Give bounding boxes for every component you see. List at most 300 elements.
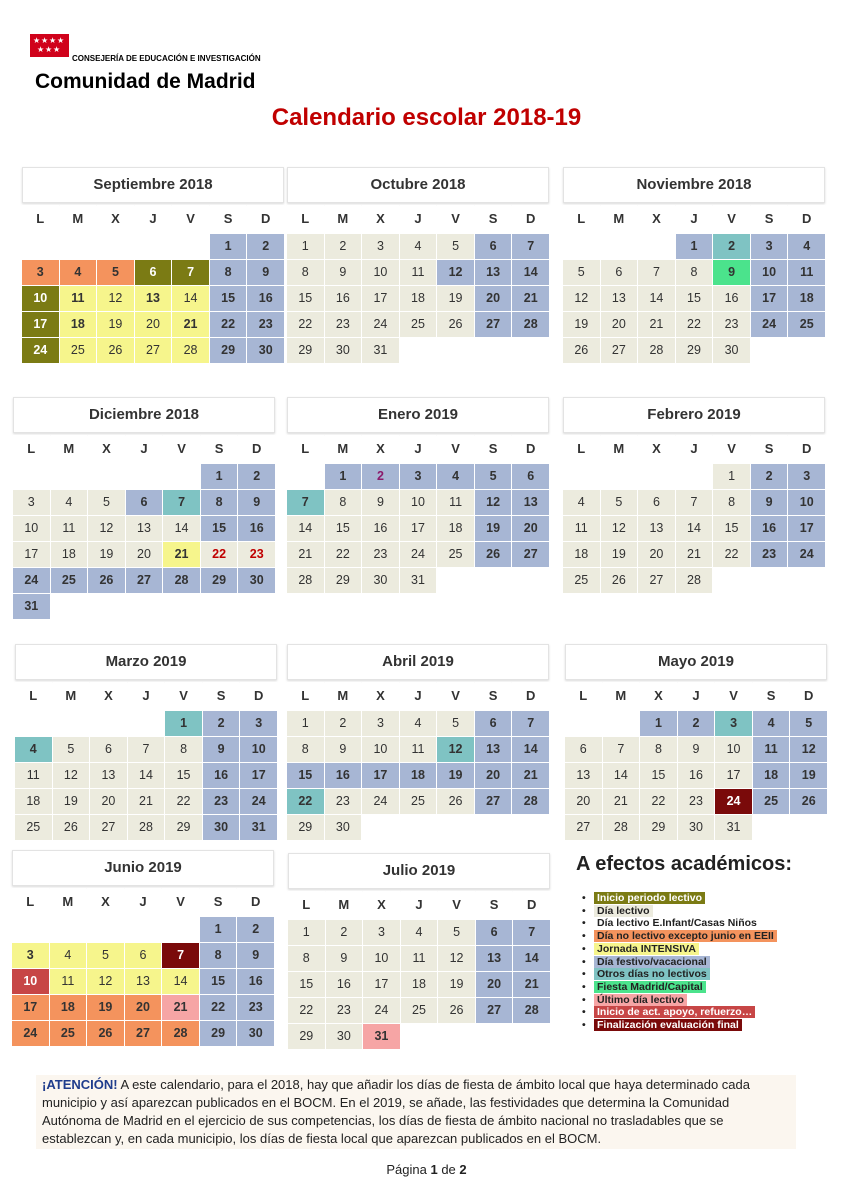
day-cell: 20 bbox=[512, 516, 549, 541]
day-cell: 5 bbox=[97, 260, 134, 285]
day-cell: 27 bbox=[476, 998, 513, 1023]
day-cell: 19 bbox=[563, 312, 600, 337]
day-cell: 6 bbox=[475, 711, 512, 736]
day-cell: 13 bbox=[135, 286, 172, 311]
weekday-header: L bbox=[13, 435, 50, 463]
day-cell: 7 bbox=[287, 490, 324, 515]
day-cell: 20 bbox=[565, 789, 602, 814]
month-grid bbox=[13, 435, 275, 619]
day-cell: 4 bbox=[437, 464, 474, 489]
day-cell: 18 bbox=[400, 286, 437, 311]
day-cell: 1 bbox=[640, 711, 677, 736]
month-calendar bbox=[563, 397, 825, 593]
month-title: Mayo 2019 bbox=[565, 644, 827, 680]
legend-label: Finalización evaluación final bbox=[594, 1019, 742, 1031]
month-title: Enero 2019 bbox=[287, 397, 549, 433]
day-cell: 16 bbox=[203, 763, 240, 788]
day-cell: 21 bbox=[513, 972, 550, 997]
month-calendar bbox=[287, 644, 549, 840]
weekday-header: X bbox=[638, 205, 675, 233]
day-cell: 22 bbox=[325, 542, 362, 567]
weekday-header: M bbox=[601, 435, 638, 463]
weekday-header: D bbox=[238, 435, 275, 463]
weekday-header: M bbox=[51, 435, 88, 463]
day-cell: 30 bbox=[713, 338, 750, 363]
day-cell: 4 bbox=[563, 490, 600, 515]
day-cell: 17 bbox=[400, 516, 437, 541]
weekday-header: J bbox=[676, 435, 713, 463]
weekday-header: D bbox=[790, 682, 827, 710]
day-cell: 21 bbox=[128, 789, 165, 814]
weekday-header: J bbox=[676, 205, 713, 233]
day-cell: 23 bbox=[678, 789, 715, 814]
day-cell: 7 bbox=[603, 737, 640, 762]
day-cell: 5 bbox=[88, 490, 125, 515]
legend-label: Fiesta Madrid/Capital bbox=[594, 981, 706, 993]
day-cell: 26 bbox=[438, 998, 475, 1023]
day-cell: 4 bbox=[15, 737, 52, 762]
day-cell: 27 bbox=[638, 568, 675, 593]
day-cell: 5 bbox=[475, 464, 512, 489]
weekday-header: J bbox=[678, 682, 715, 710]
day-cell: 25 bbox=[400, 312, 437, 337]
day-cell: 10 bbox=[751, 260, 788, 285]
day-cell: 22 bbox=[287, 789, 324, 814]
day-cell: 5 bbox=[53, 737, 90, 762]
day-cell: 19 bbox=[97, 312, 134, 337]
day-cell: 25 bbox=[51, 568, 88, 593]
day-cell: 28 bbox=[287, 568, 324, 593]
day-cell: 20 bbox=[90, 789, 127, 814]
day-cell: 12 bbox=[97, 286, 134, 311]
legend-item bbox=[582, 905, 777, 918]
day-cell: 29 bbox=[640, 815, 677, 840]
weekday-header: L bbox=[15, 682, 52, 710]
day-cell: 18 bbox=[437, 516, 474, 541]
month-title: Marzo 2019 bbox=[15, 644, 277, 680]
day-cell: 27 bbox=[601, 338, 638, 363]
day-cell: 9 bbox=[325, 737, 362, 762]
day-cell: 25 bbox=[788, 312, 825, 337]
day-cell: 9 bbox=[247, 260, 284, 285]
day-cell: 13 bbox=[601, 286, 638, 311]
day-cell: 18 bbox=[563, 542, 600, 567]
day-cell: 28 bbox=[172, 338, 209, 363]
weekday-header: X bbox=[362, 682, 399, 710]
day-cell: 26 bbox=[475, 542, 512, 567]
month-calendar bbox=[12, 850, 274, 1046]
day-cell: 16 bbox=[326, 972, 363, 997]
empty-cell bbox=[676, 464, 713, 489]
day-cell: 8 bbox=[165, 737, 202, 762]
day-cell: 18 bbox=[50, 995, 87, 1020]
day-cell: 26 bbox=[437, 312, 474, 337]
month-grid bbox=[22, 205, 284, 363]
day-cell: 8 bbox=[200, 943, 237, 968]
day-cell: 28 bbox=[162, 1021, 199, 1046]
day-cell: 28 bbox=[603, 815, 640, 840]
day-cell: 14 bbox=[603, 763, 640, 788]
weekday-header: D bbox=[240, 682, 277, 710]
day-cell: 30 bbox=[203, 815, 240, 840]
day-cell: 10 bbox=[400, 490, 437, 515]
day-cell: 27 bbox=[135, 338, 172, 363]
empty-cell bbox=[162, 917, 199, 942]
weekday-header: L bbox=[12, 888, 49, 916]
weekday-header: M bbox=[601, 205, 638, 233]
day-cell: 4 bbox=[401, 920, 438, 945]
day-cell: 10 bbox=[715, 737, 752, 762]
day-cell: 19 bbox=[475, 516, 512, 541]
day-cell: 29 bbox=[325, 568, 362, 593]
day-cell: 2 bbox=[203, 711, 240, 736]
day-cell: 22 bbox=[201, 542, 238, 567]
day-cell: 16 bbox=[678, 763, 715, 788]
empty-cell bbox=[287, 464, 324, 489]
page-total: 2 bbox=[459, 1162, 467, 1177]
day-cell: 1 bbox=[201, 464, 238, 489]
day-cell: 10 bbox=[362, 260, 399, 285]
day-cell: 23 bbox=[237, 995, 274, 1020]
day-cell: 28 bbox=[512, 789, 549, 814]
legend-item bbox=[582, 943, 777, 956]
day-cell: 14 bbox=[638, 286, 675, 311]
day-cell: 27 bbox=[126, 568, 163, 593]
day-cell: 25 bbox=[401, 998, 438, 1023]
weekday-header: S bbox=[751, 205, 788, 233]
day-cell: 1 bbox=[325, 464, 362, 489]
bullet-icon: • bbox=[582, 1006, 586, 1019]
day-cell: 3 bbox=[362, 234, 399, 259]
day-cell: 1 bbox=[676, 234, 713, 259]
empty-cell bbox=[126, 464, 163, 489]
day-cell: 30 bbox=[326, 1024, 363, 1049]
legend-label: Día lectivo E.Infant/Casas Niños bbox=[594, 917, 760, 929]
day-cell: 24 bbox=[715, 789, 752, 814]
day-cell: 10 bbox=[12, 969, 49, 994]
day-cell: 1 bbox=[210, 234, 247, 259]
day-cell: 15 bbox=[287, 763, 324, 788]
day-cell: 20 bbox=[126, 542, 163, 567]
organization-name: Comunidad de Madrid bbox=[35, 70, 256, 93]
department-name: CONSEJERÍA DE EDUCACIÓN E INVESTIGACIÓN bbox=[72, 54, 261, 63]
day-cell: 13 bbox=[125, 969, 162, 994]
empty-cell bbox=[15, 711, 52, 736]
weekday-header: X bbox=[638, 435, 675, 463]
day-cell: 10 bbox=[240, 737, 277, 762]
day-cell: 16 bbox=[325, 286, 362, 311]
weekday-header: L bbox=[287, 435, 324, 463]
empty-cell bbox=[135, 234, 172, 259]
page-sep: de bbox=[441, 1162, 456, 1177]
day-cell: 15 bbox=[200, 969, 237, 994]
day-cell: 26 bbox=[563, 338, 600, 363]
day-cell: 2 bbox=[237, 917, 274, 942]
empty-cell bbox=[601, 234, 638, 259]
weekday-header: V bbox=[715, 682, 752, 710]
legend-item bbox=[582, 994, 777, 1007]
month-title: Febrero 2019 bbox=[563, 397, 825, 433]
day-cell: 8 bbox=[287, 737, 324, 762]
day-cell: 24 bbox=[400, 542, 437, 567]
day-cell: 3 bbox=[788, 464, 825, 489]
day-cell: 11 bbox=[753, 737, 790, 762]
day-cell: 16 bbox=[325, 763, 362, 788]
day-cell: 25 bbox=[50, 1021, 87, 1046]
weekday-header: J bbox=[125, 888, 162, 916]
weekday-header: M bbox=[53, 682, 90, 710]
day-cell: 23 bbox=[247, 312, 284, 337]
weekday-header: V bbox=[713, 435, 750, 463]
weekday-header: V bbox=[437, 682, 474, 710]
day-cell: 13 bbox=[476, 946, 513, 971]
empty-cell bbox=[601, 464, 638, 489]
day-cell: 21 bbox=[638, 312, 675, 337]
weekday-header: D bbox=[513, 891, 550, 919]
day-cell: 31 bbox=[240, 815, 277, 840]
day-cell: 4 bbox=[51, 490, 88, 515]
day-cell: 12 bbox=[475, 490, 512, 515]
day-cell: 26 bbox=[437, 789, 474, 814]
day-cell: 1 bbox=[165, 711, 202, 736]
day-cell: 13 bbox=[126, 516, 163, 541]
weekday-header: L bbox=[563, 205, 600, 233]
weekday-header: X bbox=[363, 891, 400, 919]
day-cell: 22 bbox=[640, 789, 677, 814]
day-cell: 11 bbox=[400, 260, 437, 285]
legend-label: Inicio de act. apoyo, refuerzo… bbox=[594, 1006, 755, 1018]
day-cell: 6 bbox=[601, 260, 638, 285]
weekday-header: L bbox=[22, 205, 59, 233]
legend-item bbox=[582, 1006, 777, 1019]
empty-cell bbox=[565, 711, 602, 736]
day-cell: 21 bbox=[287, 542, 324, 567]
day-cell: 30 bbox=[247, 338, 284, 363]
weekday-header: D bbox=[512, 435, 549, 463]
day-cell: 30 bbox=[237, 1021, 274, 1046]
day-cell: 24 bbox=[240, 789, 277, 814]
day-cell: 17 bbox=[22, 312, 59, 337]
weekday-header: S bbox=[476, 891, 513, 919]
month-title: Noviembre 2018 bbox=[563, 167, 825, 203]
day-cell: 15 bbox=[165, 763, 202, 788]
day-cell: 31 bbox=[715, 815, 752, 840]
day-cell: 4 bbox=[400, 711, 437, 736]
day-cell: 22 bbox=[200, 995, 237, 1020]
day-cell: 26 bbox=[790, 789, 827, 814]
day-cell: 23 bbox=[362, 542, 399, 567]
day-cell: 19 bbox=[87, 995, 124, 1020]
weekday-header: M bbox=[325, 205, 362, 233]
day-cell: 10 bbox=[363, 946, 400, 971]
day-cell: 13 bbox=[638, 516, 675, 541]
empty-cell bbox=[638, 464, 675, 489]
day-cell: 27 bbox=[512, 542, 549, 567]
day-cell: 10 bbox=[788, 490, 825, 515]
day-cell: 4 bbox=[753, 711, 790, 736]
empty-cell bbox=[128, 711, 165, 736]
day-cell: 15 bbox=[676, 286, 713, 311]
day-cell: 30 bbox=[678, 815, 715, 840]
day-cell: 8 bbox=[210, 260, 247, 285]
month-calendar bbox=[565, 644, 827, 840]
day-cell: 22 bbox=[713, 542, 750, 567]
day-cell: 6 bbox=[135, 260, 172, 285]
day-cell: 24 bbox=[751, 312, 788, 337]
weekday-header: S bbox=[475, 205, 512, 233]
day-cell: 29 bbox=[287, 815, 324, 840]
day-cell: 7 bbox=[128, 737, 165, 762]
day-cell: 24 bbox=[788, 542, 825, 567]
day-cell: 19 bbox=[88, 542, 125, 567]
month-title: Julio 2019 bbox=[288, 853, 550, 889]
empty-cell bbox=[603, 711, 640, 736]
empty-cell bbox=[563, 234, 600, 259]
day-cell: 10 bbox=[22, 286, 59, 311]
day-cell: 29 bbox=[210, 338, 247, 363]
legend-item bbox=[582, 981, 777, 994]
day-cell: 6 bbox=[126, 490, 163, 515]
weekday-header: D bbox=[512, 682, 549, 710]
weekday-header: M bbox=[325, 435, 362, 463]
day-cell: 1 bbox=[200, 917, 237, 942]
month-grid bbox=[15, 682, 277, 840]
day-cell: 25 bbox=[753, 789, 790, 814]
day-cell: 31 bbox=[363, 1024, 400, 1049]
day-cell: 17 bbox=[12, 995, 49, 1020]
weekday-header: V bbox=[437, 205, 474, 233]
day-cell: 3 bbox=[240, 711, 277, 736]
weekday-header: J bbox=[128, 682, 165, 710]
notice-text: A este calendario, para el 2018, hay que añadir los días de fiesta de ámbito local que haya determinado cada municipio y así aparezcan publicados en el BOCM. En el 2019, se añade, las festividades que determina la Comunidad Autónoma de Madrid en el ejercicio de sus competencias, los días de fiesta de ámbito nacional no trasladables que se establezcan y, en cada municipio, los días de fiesta local que aparezcan publicados en el BOCM. bbox=[42, 1077, 750, 1146]
day-cell: 23 bbox=[238, 542, 275, 567]
month-grid bbox=[12, 888, 274, 1046]
weekday-header: X bbox=[90, 682, 127, 710]
weekday-header: S bbox=[203, 682, 240, 710]
empty-cell bbox=[90, 711, 127, 736]
weekday-header: V bbox=[163, 435, 200, 463]
weekday-header: X bbox=[362, 205, 399, 233]
day-cell: 14 bbox=[512, 737, 549, 762]
day-cell: 27 bbox=[475, 789, 512, 814]
day-cell: 17 bbox=[363, 972, 400, 997]
day-cell: 3 bbox=[12, 943, 49, 968]
day-cell: 6 bbox=[125, 943, 162, 968]
day-cell: 25 bbox=[400, 789, 437, 814]
legend-title: A efectos académicos: bbox=[576, 853, 793, 875]
day-cell: 11 bbox=[60, 286, 97, 311]
month-calendar bbox=[563, 167, 825, 363]
day-cell: 17 bbox=[751, 286, 788, 311]
day-cell: 6 bbox=[475, 234, 512, 259]
day-cell: 23 bbox=[713, 312, 750, 337]
month-calendar bbox=[287, 397, 549, 593]
legend-label: Día no lectivo excepto junio en EEII bbox=[594, 930, 777, 942]
weekday-header: S bbox=[210, 205, 247, 233]
day-cell: 1 bbox=[287, 711, 324, 736]
weekday-header: J bbox=[126, 435, 163, 463]
day-cell: 15 bbox=[325, 516, 362, 541]
day-cell: 19 bbox=[437, 763, 474, 788]
weekday-header: V bbox=[162, 888, 199, 916]
day-cell: 29 bbox=[201, 568, 238, 593]
month-grid bbox=[563, 435, 825, 593]
day-cell: 19 bbox=[601, 542, 638, 567]
empty-cell bbox=[163, 464, 200, 489]
day-cell: 5 bbox=[437, 711, 474, 736]
month-calendar bbox=[288, 853, 550, 1049]
empty-cell bbox=[22, 234, 59, 259]
weekday-header: M bbox=[325, 682, 362, 710]
weekday-header: J bbox=[135, 205, 172, 233]
day-cell: 9 bbox=[325, 260, 362, 285]
day-cell: 3 bbox=[22, 260, 59, 285]
day-cell: 22 bbox=[210, 312, 247, 337]
empty-cell bbox=[88, 464, 125, 489]
day-cell: 14 bbox=[513, 946, 550, 971]
bullet-icon: • bbox=[582, 955, 586, 968]
day-cell: 21 bbox=[512, 286, 549, 311]
day-cell: 7 bbox=[512, 711, 549, 736]
empty-cell bbox=[125, 917, 162, 942]
notice-box bbox=[36, 1075, 796, 1149]
empty-cell bbox=[172, 234, 209, 259]
day-cell: 11 bbox=[50, 969, 87, 994]
day-cell: 24 bbox=[22, 338, 59, 363]
day-cell: 26 bbox=[97, 338, 134, 363]
day-cell: 2 bbox=[325, 234, 362, 259]
day-cell: 8 bbox=[640, 737, 677, 762]
legend-item bbox=[582, 1019, 777, 1032]
weekday-header: X bbox=[640, 682, 677, 710]
weekday-header: S bbox=[753, 682, 790, 710]
day-cell: 28 bbox=[163, 568, 200, 593]
day-cell: 22 bbox=[165, 789, 202, 814]
day-cell: 9 bbox=[713, 260, 750, 285]
day-cell: 24 bbox=[12, 1021, 49, 1046]
day-cell: 2 bbox=[751, 464, 788, 489]
day-cell: 30 bbox=[325, 815, 362, 840]
day-cell: 5 bbox=[563, 260, 600, 285]
day-cell: 25 bbox=[60, 338, 97, 363]
weekday-header: S bbox=[475, 435, 512, 463]
day-cell: 20 bbox=[638, 542, 675, 567]
madrid-logo: ★ ★ ★ ★ ★ ★ ★ bbox=[30, 34, 69, 57]
day-cell: 28 bbox=[638, 338, 675, 363]
day-cell: 15 bbox=[640, 763, 677, 788]
day-cell: 12 bbox=[790, 737, 827, 762]
empty-cell bbox=[50, 917, 87, 942]
day-cell: 13 bbox=[90, 763, 127, 788]
day-cell: 6 bbox=[565, 737, 602, 762]
day-cell: 28 bbox=[676, 568, 713, 593]
day-cell: 26 bbox=[88, 568, 125, 593]
empty-cell bbox=[53, 711, 90, 736]
day-cell: 8 bbox=[288, 946, 325, 971]
weekday-header: J bbox=[400, 682, 437, 710]
day-cell: 12 bbox=[53, 763, 90, 788]
day-cell: 11 bbox=[563, 516, 600, 541]
day-cell: 17 bbox=[715, 763, 752, 788]
empty-cell bbox=[60, 234, 97, 259]
day-cell: 21 bbox=[162, 995, 199, 1020]
weekday-header: L bbox=[288, 891, 325, 919]
legend-label: Jornada INTENSIVA bbox=[594, 943, 699, 955]
bullet-icon: • bbox=[582, 942, 586, 955]
day-cell: 22 bbox=[676, 312, 713, 337]
day-cell: 23 bbox=[326, 998, 363, 1023]
day-cell: 6 bbox=[512, 464, 549, 489]
